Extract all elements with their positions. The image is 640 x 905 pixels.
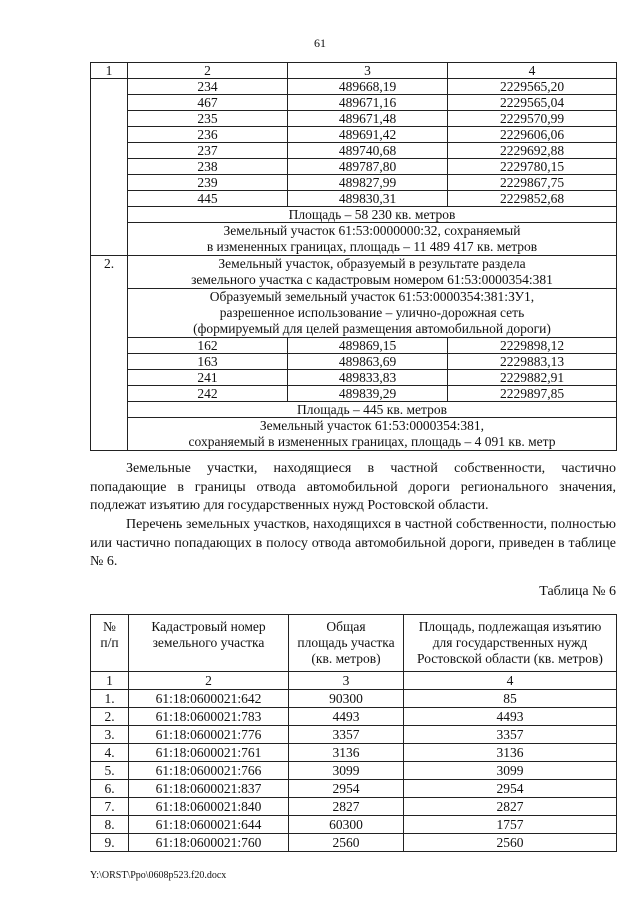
x-coordinate-cell: 489671,16	[288, 95, 448, 111]
table-row	[91, 127, 617, 143]
total-area-cell: 2827	[289, 798, 404, 816]
y-coordinate-cell: 2229565,04	[448, 95, 617, 111]
header-line: Площадь, подлежащая изъятию	[418, 619, 602, 634]
retained-plot-line: в измененных границах, площадь – 11 489 417 кв. метров	[206, 239, 538, 254]
table-row	[91, 175, 617, 191]
y-coordinate-cell: 2229606,06	[448, 127, 617, 143]
seized-area-cell: 3357	[404, 726, 617, 744]
retained-plot-row	[91, 418, 617, 451]
x-coordinate-cell: 489691,42	[288, 127, 448, 143]
area-cell: Площадь – 445 кв. метров	[128, 402, 617, 418]
retained-plot-cell	[128, 223, 617, 256]
column-header	[129, 615, 289, 672]
table-row	[91, 816, 617, 834]
table-row	[91, 79, 617, 95]
seized-area-cell: 3099	[404, 762, 617, 780]
point-cell: 467	[128, 95, 288, 111]
y-coordinate-cell: 2229898,12	[448, 338, 617, 354]
seized-area-cell: 85	[404, 690, 617, 708]
x-coordinate-cell: 489671,48	[288, 111, 448, 127]
col-number-cell: 4	[448, 63, 617, 79]
table-row	[91, 780, 617, 798]
table-row	[91, 762, 617, 780]
coordinates-table	[90, 62, 617, 451]
seized-area-cell: 4493	[404, 708, 617, 726]
y-coordinate-cell: 2229780,15	[448, 159, 617, 175]
header-line: земельного участка	[152, 635, 265, 650]
retained-plot-row	[91, 223, 617, 256]
header-line: (кв. метров)	[311, 651, 381, 666]
area-cell: Площадь – 58 230 кв. метров	[128, 207, 617, 223]
paragraph: Земельные участки, находящиеся в частной собственности, частично попадающие в границы отвода автомобильной дороги регионального значения, подлежат изъятию для государственных нужд Ростовской области.	[90, 461, 616, 513]
x-coordinate-cell: 489830,31	[288, 191, 448, 207]
total-area-cell: 3099	[289, 762, 404, 780]
header-line: площадь участка	[297, 635, 395, 650]
point-cell: 242	[128, 386, 288, 402]
row-number-cell: 5.	[91, 762, 129, 780]
column-header	[404, 615, 617, 672]
footer-file-path: Y:\ORST\Ppo\0608p523.f20.docx	[90, 870, 227, 881]
point-cell: 236	[128, 127, 288, 143]
col-number-cell: 1	[91, 672, 129, 690]
table-row	[91, 834, 617, 852]
cadastral-number-cell: 61:18:0600021:837	[129, 780, 289, 798]
item-number-cell: 2.	[91, 256, 128, 451]
seized-area-cell: 1757	[404, 816, 617, 834]
cadastral-number-cell: 61:18:0600021:766	[129, 762, 289, 780]
header-line: №	[103, 619, 116, 634]
column-number-row	[91, 672, 617, 690]
col-number-cell: 3	[288, 63, 448, 79]
total-area-cell: 90300	[289, 690, 404, 708]
y-coordinate-cell: 2229882,91	[448, 370, 617, 386]
x-coordinate-cell: 489863,69	[288, 354, 448, 370]
cadastral-number-cell: 61:18:0600021:840	[129, 798, 289, 816]
item-number-cell	[91, 79, 128, 256]
item-2-title-line: Земельный участок, образуемый в результате раздела	[218, 256, 526, 271]
column-header	[91, 615, 129, 672]
row-number-cell: 2.	[91, 708, 129, 726]
point-cell: 238	[128, 159, 288, 175]
point-cell: 241	[128, 370, 288, 386]
col-number-cell: 2	[129, 672, 289, 690]
header-line: п/п	[100, 635, 119, 650]
cadastral-number-cell: 61:18:0600021:776	[129, 726, 289, 744]
total-area-cell: 4493	[289, 708, 404, 726]
total-area-cell: 2954	[289, 780, 404, 798]
x-coordinate-cell: 489839,29	[288, 386, 448, 402]
table-row	[91, 708, 617, 726]
row-number-cell: 7.	[91, 798, 129, 816]
header-line: Общая	[326, 619, 366, 634]
table-caption: Таблица № 6	[539, 584, 616, 599]
cadastral-number-cell: 61:18:0600021:761	[129, 744, 289, 762]
table-row	[91, 726, 617, 744]
table-row	[91, 159, 617, 175]
point-cell: 234	[128, 79, 288, 95]
row-number-cell: 4.	[91, 744, 129, 762]
header-line: Кадастровый номер	[151, 619, 266, 634]
item-2-title-cell	[128, 256, 617, 289]
total-area-cell: 60300	[289, 816, 404, 834]
table-row	[91, 111, 617, 127]
col-number-cell: 2	[128, 63, 288, 79]
column-number-row	[91, 63, 617, 79]
row-number-cell: 9.	[91, 834, 129, 852]
y-coordinate-cell: 2229852,68	[448, 191, 617, 207]
point-cell: 237	[128, 143, 288, 159]
col-number-cell: 1	[91, 63, 128, 79]
table-row	[91, 370, 617, 386]
retained-plot-line: сохраняемый в измененных границах, площадь – 4 091 кв. метр	[188, 434, 556, 449]
table-row	[91, 338, 617, 354]
cadastral-number-cell: 61:18:0600021:783	[129, 708, 289, 726]
x-coordinate-cell: 489827,99	[288, 175, 448, 191]
y-coordinate-cell: 2229883,13	[448, 354, 617, 370]
y-coordinate-cell: 2229897,85	[448, 386, 617, 402]
page-number: 61	[314, 36, 326, 50]
seized-area-cell: 2954	[404, 780, 617, 798]
row-number-cell: 8.	[91, 816, 129, 834]
total-area-cell: 2560	[289, 834, 404, 852]
total-area-cell: 3357	[289, 726, 404, 744]
x-coordinate-cell: 489869,15	[288, 338, 448, 354]
item-2-title-row	[91, 256, 617, 289]
x-coordinate-cell: 489787,80	[288, 159, 448, 175]
table-row	[91, 690, 617, 708]
table-row	[91, 798, 617, 816]
table-row	[91, 143, 617, 159]
point-cell: 163	[128, 354, 288, 370]
header-row	[91, 615, 617, 672]
point-cell: 162	[128, 338, 288, 354]
table-row	[91, 744, 617, 762]
seized-area-cell: 3136	[404, 744, 617, 762]
paragraph: Перечень земельных участков, находящихся в частной собственности, полностью или частично попадающих в полосу отвода автомобильной дороги, приведен в таблице № 6.	[90, 517, 616, 569]
point-cell: 445	[128, 191, 288, 207]
column-header	[289, 615, 404, 672]
item-2-title-line: земельного участка с кадастровым номером 61:53:0000354:381	[191, 272, 553, 287]
formed-plot-cell	[128, 289, 617, 338]
private-plots-table	[90, 614, 617, 852]
y-coordinate-cell: 2229565,20	[448, 79, 617, 95]
header-line: Ростовской области (кв. метров)	[417, 651, 603, 666]
formed-plot-line: Образуемый земельный участок 61:53:0000354:381:ЗУ1,	[209, 289, 535, 304]
formed-plot-line: разрешенное использование – улично-дорожная сеть	[219, 305, 525, 320]
cadastral-number-cell: 61:18:0600021:760	[129, 834, 289, 852]
seized-area-cell: 2827	[404, 798, 617, 816]
table-row	[91, 95, 617, 111]
cadastral-number-cell: 61:18:0600021:644	[129, 816, 289, 834]
y-coordinate-cell: 2229692,88	[448, 143, 617, 159]
retained-plot-cell	[128, 418, 617, 451]
row-number-cell: 3.	[91, 726, 129, 744]
y-coordinate-cell: 2229867,75	[448, 175, 617, 191]
table-row	[91, 386, 617, 402]
table-row	[91, 354, 617, 370]
total-area-cell: 3136	[289, 744, 404, 762]
cadastral-number-cell: 61:18:0600021:642	[129, 690, 289, 708]
area-row	[91, 207, 617, 223]
retained-plot-line: Земельный участок 61:53:0000354:381,	[259, 418, 485, 433]
seized-area-cell: 2560	[404, 834, 617, 852]
col-number-cell: 4	[404, 672, 617, 690]
retained-plot-line: Земельный участок 61:53:0000000:32, сохраняемый	[223, 223, 521, 238]
point-cell: 239	[128, 175, 288, 191]
table-row	[91, 191, 617, 207]
header-line: для государственных нужд	[432, 635, 588, 650]
col-number-cell: 3	[289, 672, 404, 690]
area-row	[91, 402, 617, 418]
x-coordinate-cell: 489668,19	[288, 79, 448, 95]
x-coordinate-cell: 489740,68	[288, 143, 448, 159]
y-coordinate-cell: 2229570,99	[448, 111, 617, 127]
row-number-cell: 1.	[91, 690, 129, 708]
formed-plot-row	[91, 289, 617, 338]
formed-plot-line: (формируемый для целей размещения автомобильной дороги)	[193, 321, 551, 336]
x-coordinate-cell: 489833,83	[288, 370, 448, 386]
row-number-cell: 6.	[91, 780, 129, 798]
point-cell: 235	[128, 111, 288, 127]
